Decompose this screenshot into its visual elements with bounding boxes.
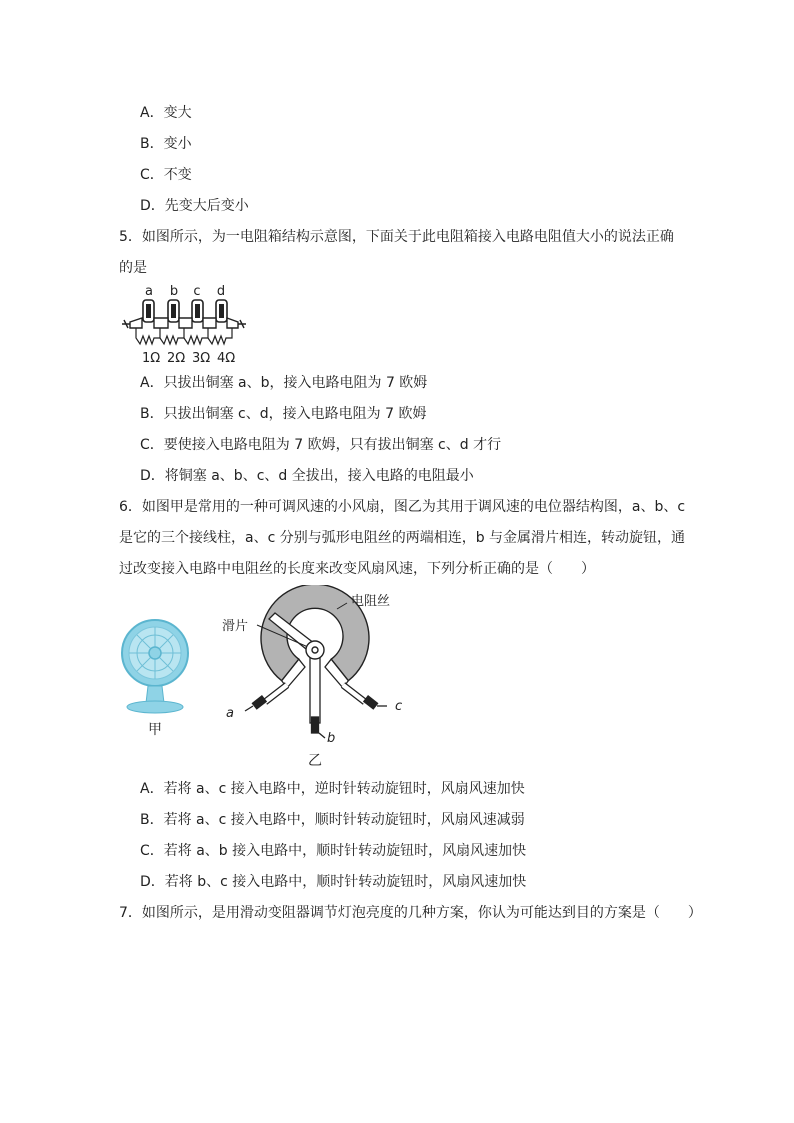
option-text: 若将 b、c 接入电路中，顺时针转动旋钮时，风扇风速加快 (164, 874, 527, 890)
fan-illustration (122, 620, 188, 713)
option-text: 只拔出铜塞 c、d，接入电路电阻为 7 欧姆 (163, 406, 427, 422)
option-text: 只拔出铜塞 a、b，接入电路电阻为 7 欧姆 (163, 375, 428, 391)
q6-option-b (140, 810, 525, 830)
q5-option-a (140, 373, 427, 393)
resistor-label-1: 1Ω (142, 351, 161, 366)
option-letter: C． (140, 167, 164, 183)
q7-stem: 7．如图所示，是用滑动变阻器调节灯泡亮度的几种方案，你认为可能达到目的方案是（ ） (119, 905, 702, 921)
terminal-a-label: a (226, 706, 234, 721)
option-text: 若将 a、c 接入电路中，逆时针转动旋钮时，风扇风速加快 (163, 781, 525, 797)
q4-option-d (140, 196, 249, 216)
fan-figure (115, 615, 195, 740)
option-text: 若将 a、b 接入电路中，顺时针转动旋钮时，风扇风速加快 (163, 843, 527, 859)
slider-label: 滑片 (222, 619, 249, 634)
q5-stem-line2: 的是 (119, 260, 147, 276)
option-letter: D． (140, 874, 165, 890)
terminal-b-label: b (327, 731, 336, 746)
terminal-c-label: c (395, 699, 403, 714)
q4-option-a (140, 103, 192, 123)
plug-label-b: b (169, 284, 179, 299)
q6-option-d (140, 872, 526, 892)
q4-option-c (140, 165, 192, 185)
q5-stem-line1: 5．如图所示，为一电阻箱结构示意图，下面关于此电阻箱接入电路电阻值大小的说法正确 (119, 229, 674, 245)
plug-label-c: c (193, 284, 201, 299)
resistor-label-2: 2Ω (167, 351, 186, 366)
q5-option-d (140, 466, 474, 486)
potentiometer-caption: 乙 (308, 753, 322, 769)
resistor-label-4: 4Ω (217, 351, 236, 366)
option-letter: D． (140, 468, 165, 484)
option-letter: A． (140, 375, 164, 391)
option-text: 变小 (163, 136, 192, 152)
option-letter: B． (140, 812, 164, 828)
resistor-coils (136, 328, 232, 344)
resistance-wire-label: 电阻丝 (351, 594, 391, 609)
potentiometer-figure (215, 585, 415, 770)
q6-option-a (140, 779, 525, 799)
option-letter: C． (140, 437, 164, 453)
terminal-b-assembly (310, 651, 325, 738)
option-letter: B． (140, 136, 164, 152)
option-text: 先变大后变小 (164, 198, 249, 214)
option-text: 将铜塞 a、b、c、d 全拔出，接入电路的电阻最小 (164, 468, 474, 484)
q5-option-c (140, 435, 501, 455)
option-text: 若将 a、c 接入电路中，顺时针转动旋钮时，风扇风速减弱 (163, 812, 525, 828)
option-letter: A． (140, 781, 164, 797)
option-letter: D． (140, 198, 165, 214)
option-text: 不变 (163, 167, 192, 183)
option-letter: A． (140, 105, 164, 121)
q6-stem-line1: 6．如图甲是常用的一种可调风速的小风扇，图乙为其用于调风速的电位器结构图，a、b、c (119, 499, 686, 515)
option-letter: C． (140, 843, 164, 859)
q4-option-b (140, 134, 192, 154)
q5-option-b (140, 404, 426, 424)
q6-option-c (140, 841, 526, 861)
resistance-box-diagram (120, 282, 250, 367)
q6-stem-line3: 过改变接入电路中电阻丝的长度来改变风扇风速，下列分析正确的是（ ） (119, 561, 595, 577)
plug-label-a: a (145, 284, 153, 299)
option-letter: B． (140, 406, 164, 422)
q6-stem-line2: 是它的三个接线柱，a、c 分别与弧形电阻丝的两端相连，b 与金属滑片相连，转动旋钮，通 (119, 530, 686, 546)
option-text: 要使接入电路电阻为 7 欧姆，只有拔出铜塞 c、d 才行 (163, 437, 502, 453)
fan-caption: 甲 (148, 722, 162, 738)
plug-label-d: d (216, 284, 226, 299)
resistor-label-3: 3Ω (192, 351, 211, 366)
option-text: 变大 (163, 105, 192, 121)
